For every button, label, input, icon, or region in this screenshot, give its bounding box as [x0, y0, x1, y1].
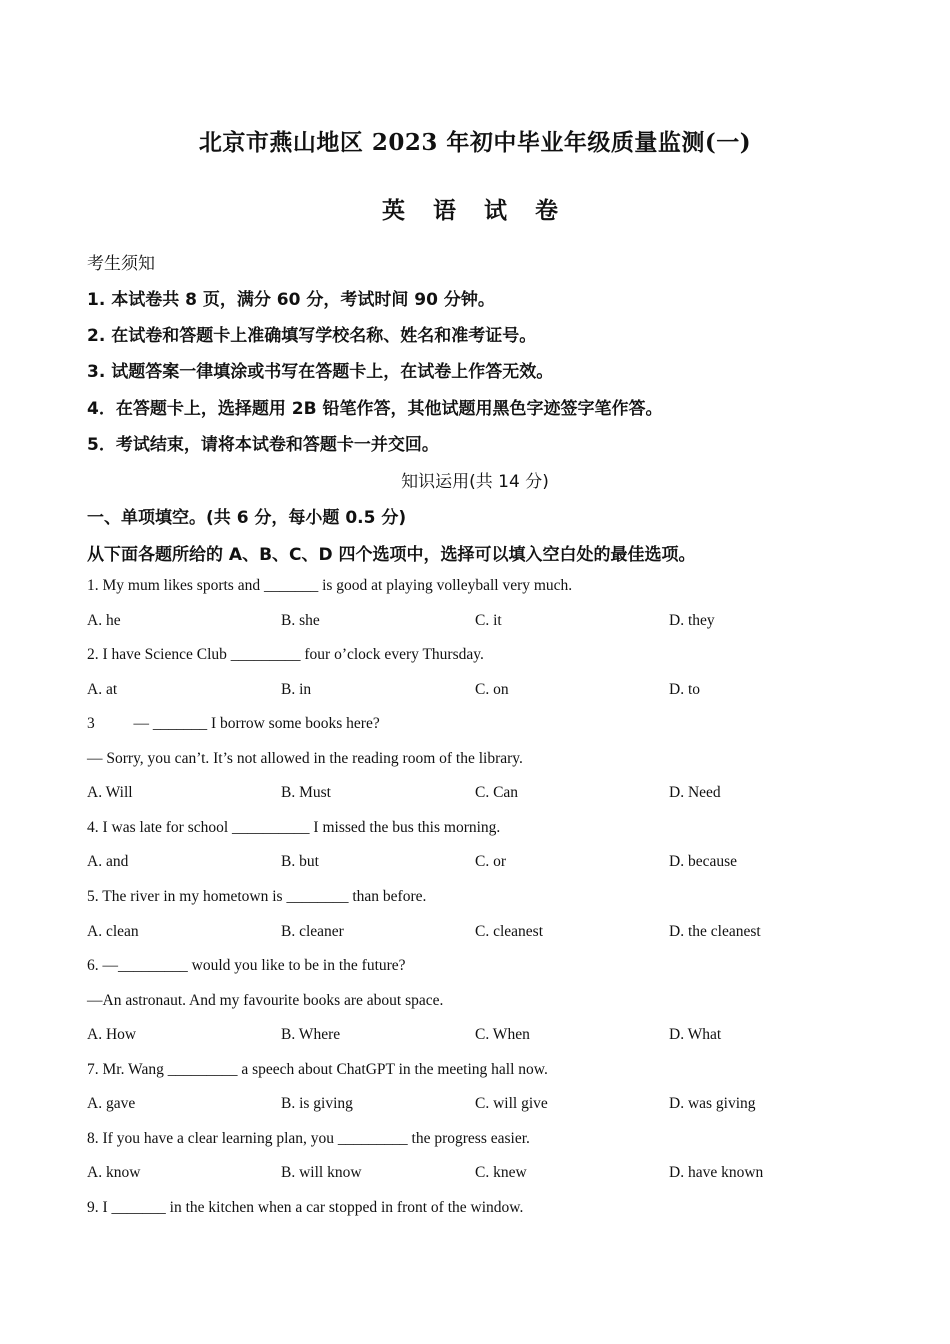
- notice-item-5: 5．考试结束，请将本试卷和答题卡一并交回。: [87, 435, 439, 455]
- question-6-option-a: A. How: [87, 1026, 137, 1043]
- question-3-reply: — Sorry, you can’t. It’s not allowed in the reading room of the library.: [87, 750, 523, 767]
- question-2-stem: 2. I have Science Club _________ four o’clock every Thursday.: [87, 646, 484, 663]
- question-4-option-d: D. because: [669, 853, 737, 870]
- question-8-option-a: A. know: [87, 1164, 141, 1181]
- question-8-option-b: B. will know: [281, 1164, 362, 1181]
- question-4-option-a: A. and: [87, 853, 129, 870]
- notice-item-1: 1. 本试卷共 8 页，满分 60 分，考试时间 90 分钟。: [87, 290, 495, 310]
- question-7-option-a: A. gave: [87, 1095, 136, 1112]
- question-3-option-d: D. Need: [669, 784, 721, 801]
- exam-subtitle: 英 语 试 卷: [381, 197, 569, 224]
- question-3-option-a: A. Will: [87, 784, 133, 801]
- question-5-option-a: A. clean: [87, 923, 139, 940]
- question-5-option-c: C. cleanest: [475, 923, 544, 940]
- notice-item-3: 3. 试题答案一律填涂或书写在答题卡上，在试卷上作答无效。: [87, 362, 554, 382]
- question-7-option-c: C. will give: [475, 1095, 548, 1112]
- notice-item-2: 2. 在试卷和答题卡上准确填写学校名称、姓名和准考证号。: [87, 326, 537, 346]
- question-6-option-b: B. Where: [281, 1026, 341, 1043]
- question-8-stem: 8. If you have a clear learning plan, you _________ the progress easier.: [87, 1130, 530, 1147]
- section-title: 知识运用(共 14 分): [401, 472, 549, 492]
- question-4-stem: 4. I was late for school __________ I missed the bus this morning.: [87, 819, 501, 836]
- question-6-option-d: D. What: [669, 1026, 722, 1043]
- question-3-stem: 3 — _______ I borrow some books here?: [87, 715, 380, 732]
- question-3-option-b: B. Must: [281, 784, 331, 801]
- question-3-option-c: C. Can: [475, 784, 519, 801]
- question-1-option-d: D. they: [669, 612, 715, 629]
- question-7-option-b: B. is giving: [281, 1095, 353, 1112]
- question-7-stem: 7. Mr. Wang _________ a speech about ChatGPT in the meeting hall now.: [87, 1061, 548, 1078]
- exam-title: 北京市燕山地区 2023 年初中毕业年级质量监测(一): [198, 129, 752, 156]
- question-1-option-a: A. he: [87, 612, 121, 629]
- question-2-option-a: A. at: [87, 681, 118, 698]
- question-9-stem: 9. I _______ in the kitchen when a car stopped in front of the window.: [87, 1199, 524, 1216]
- question-2-option-d: D. to: [669, 681, 700, 698]
- question-1-stem: 1. My mum likes sports and _______ is good at playing volleyball very much.: [87, 577, 573, 594]
- notice-heading: 考生须知: [87, 254, 155, 274]
- question-6-reply: —An astronaut. And my favourite books are about space.: [87, 992, 444, 1009]
- question-5-option-d: D. the cleanest: [669, 923, 761, 940]
- question-6-option-c: C. When: [475, 1026, 530, 1043]
- question-5-stem: 5. The river in my hometown is ________ than before.: [87, 888, 427, 905]
- notice-item-4: 4．在答题卡上，选择题用 2B 铅笔作答，其他试题用黑色字迹签字笔作答。: [87, 399, 663, 419]
- question-1-option-b: B. she: [281, 612, 320, 629]
- question-7-option-d: D. was giving: [669, 1095, 756, 1112]
- question-4-option-c: C. or: [475, 853, 506, 870]
- question-2-option-c: C. on: [475, 681, 509, 698]
- question-8-option-c: C. knew: [475, 1164, 527, 1181]
- question-4-option-b: B. but: [281, 853, 319, 870]
- part-instruction: 从下面各题所给的 A、B、C、D 四个选项中，选择可以填入空白处的最佳选项。: [87, 545, 696, 565]
- question-2-option-b: B. in: [281, 681, 312, 698]
- question-1-option-c: C. it: [475, 612, 502, 629]
- question-5-option-b: B. cleaner: [281, 923, 344, 940]
- question-8-option-d: D. have known: [669, 1164, 764, 1181]
- question-6-stem: 6. —_________ would you like to be in the future?: [87, 957, 406, 974]
- part-title: 一、单项填空。(共 6 分，每小题 0.5 分): [87, 508, 407, 528]
